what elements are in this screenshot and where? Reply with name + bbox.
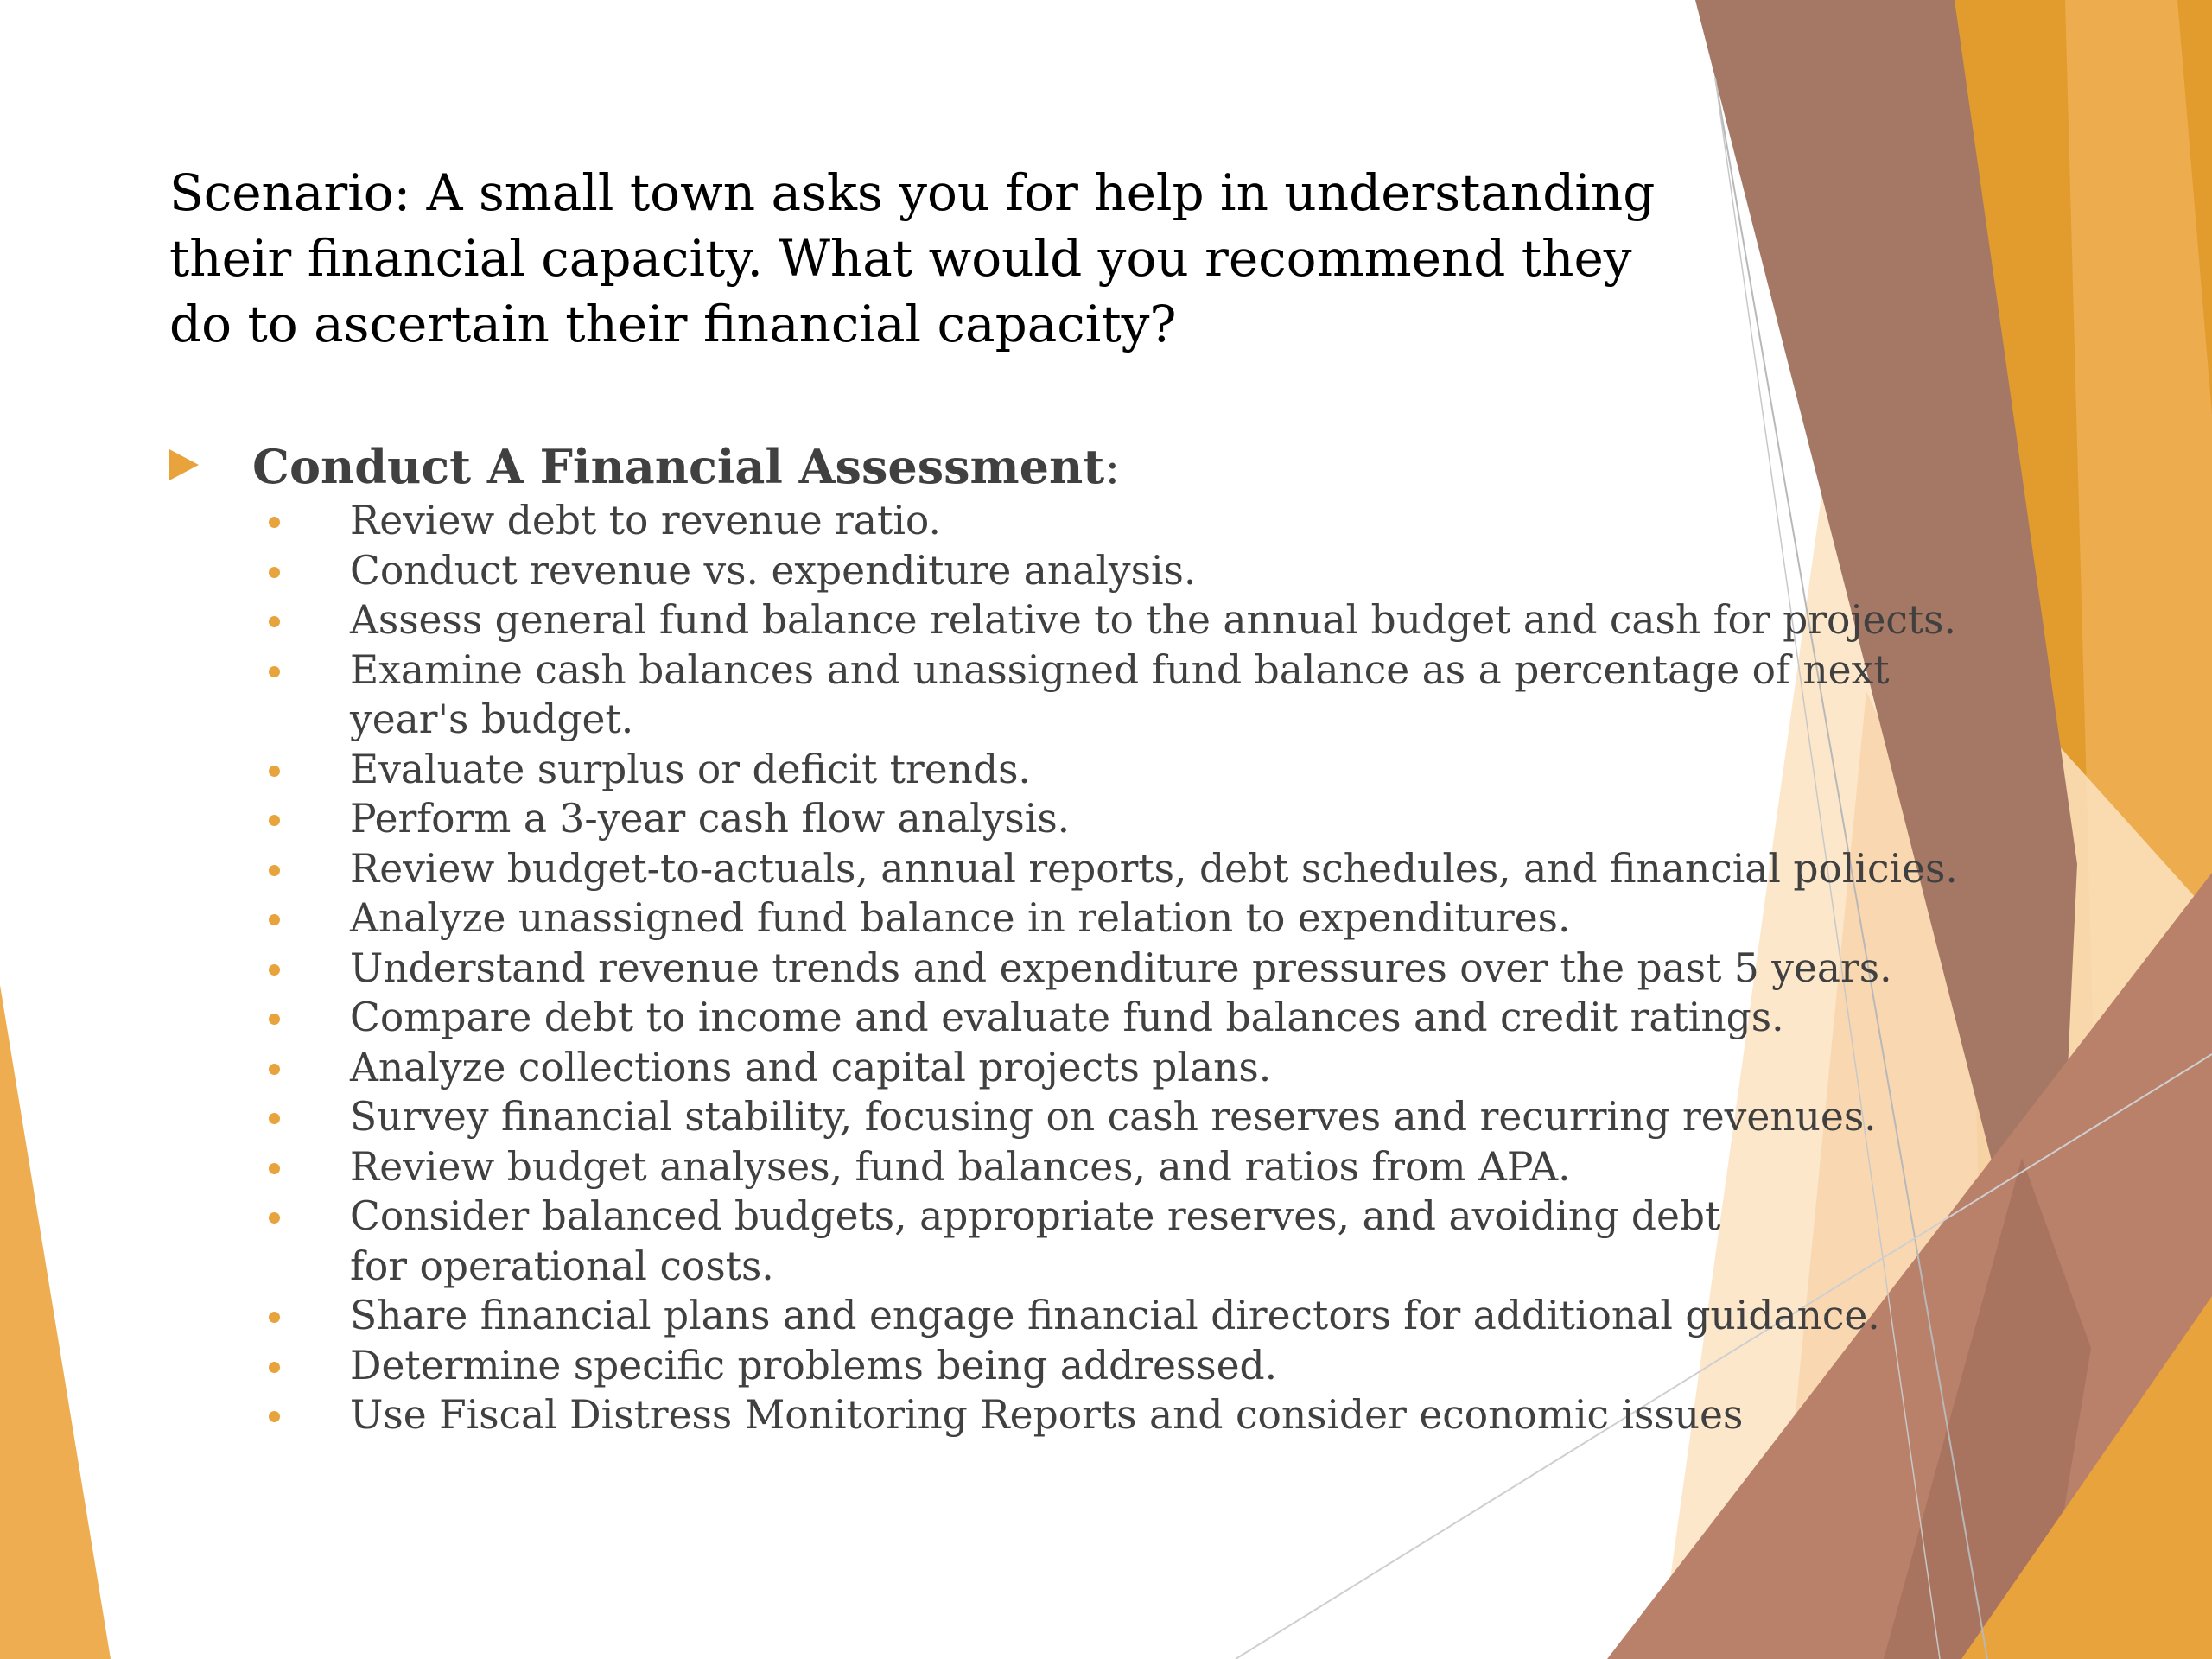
section-heading-text: [252, 432, 1120, 502]
section-heading-colon: :: [1104, 440, 1121, 494]
list-item-text: Examine cash balances and unassigned fund balance as a percentage of next year's budget.: [350, 646, 1890, 742]
bullet-dot-icon: [269, 1362, 280, 1373]
list-item: [0, 1142, 2026, 1192]
list-item-text: Conduct revenue vs. expenditure analysis.: [350, 547, 1197, 594]
list-item: [0, 993, 2026, 1043]
triangle-bullet-icon: [169, 449, 199, 480]
list-item-text: Evaluate surplus or deficit trends.: [350, 746, 1031, 792]
bullet-dot-icon: [269, 914, 280, 925]
list-item-text: Review debt to revenue ratio.: [350, 498, 941, 543]
list-item-text: Analyze unassigned fund balance in relation to expenditures.: [350, 895, 1571, 941]
bullet-dot-icon: [269, 815, 280, 826]
list-item: [0, 844, 2026, 894]
bullet-dot-icon: [269, 567, 280, 578]
list-item: [0, 893, 2026, 944]
bullet-dot-icon: [269, 1064, 280, 1075]
list-item-text: Analyze collections and capital projects plans.: [350, 1044, 1272, 1090]
bullet-dot-icon: [269, 1312, 280, 1323]
assessment-list: [0, 496, 2026, 1440]
bullet-dot-icon: [269, 766, 280, 777]
list-item: [0, 1390, 2026, 1440]
bullet-dot-icon: [269, 1411, 280, 1422]
bullet-dot-icon: [269, 1113, 280, 1124]
list-item-text: Consider balanced budgets, appropriate reserves, and avoiding debt for operational costs.: [350, 1193, 1721, 1289]
section-heading-label: Conduct A Financial Assessment: [252, 439, 1105, 494]
list-item: [0, 1043, 2026, 1093]
bullet-dot-icon: [269, 865, 280, 876]
list-item: [0, 745, 2026, 795]
list-item: [0, 944, 2026, 994]
list-item: [0, 595, 2026, 645]
list-item: [0, 1092, 2026, 1142]
list-item: [0, 546, 2026, 596]
list-item-text: Understand revenue trends and expenditure pressures over the past 5 years.: [350, 944, 1892, 991]
bullet-dot-icon: [269, 616, 280, 627]
list-item-text: Use Fiscal Distress Monitoring Reports and consider economic issues: [350, 1392, 1744, 1438]
list-item-text: Compare debt to income and evaluate fund balances and credit ratings.: [350, 995, 1784, 1040]
list-item: [0, 1291, 2026, 1341]
list-item-text: Review budget-to-actuals, annual reports, debt schedules, and financial policies.: [350, 845, 1958, 892]
list-item-text: Determine specific problems being addressed.: [350, 1342, 1278, 1389]
list-item-text: Review budget analyses, fund balances, and ratios from APA.: [350, 1143, 1571, 1190]
list-item: [0, 794, 2026, 844]
list-item-text: Perform a 3-year cash flow analysis.: [350, 796, 1071, 842]
list-item: [0, 645, 1992, 745]
list-item-text: Survey financial stability, focusing on cash reserves and recurring revenues.: [350, 1094, 1877, 1140]
list-item: [0, 496, 2026, 546]
bullet-dot-icon: [269, 666, 280, 677]
list-item: [0, 1192, 1776, 1291]
list-item-text: Assess general fund balance relative to the annual budget and cash for projects.: [350, 597, 1956, 643]
list-item-text: Share financial plans and engage financial directors for additional guidance.: [350, 1293, 1880, 1338]
bullet-dot-icon: [269, 1014, 280, 1025]
bullet-dot-icon: [269, 1212, 280, 1224]
slide-title: Scenario: A small town asks you for help in understanding their financial capacity. What would you recommend they do to ascertain their financial capacity?: [169, 163, 1656, 353]
list-item: [0, 1341, 2026, 1391]
bullet-dot-icon: [269, 964, 280, 976]
bullet-dot-icon: [269, 517, 280, 528]
bullet-dot-icon: [269, 1163, 280, 1174]
